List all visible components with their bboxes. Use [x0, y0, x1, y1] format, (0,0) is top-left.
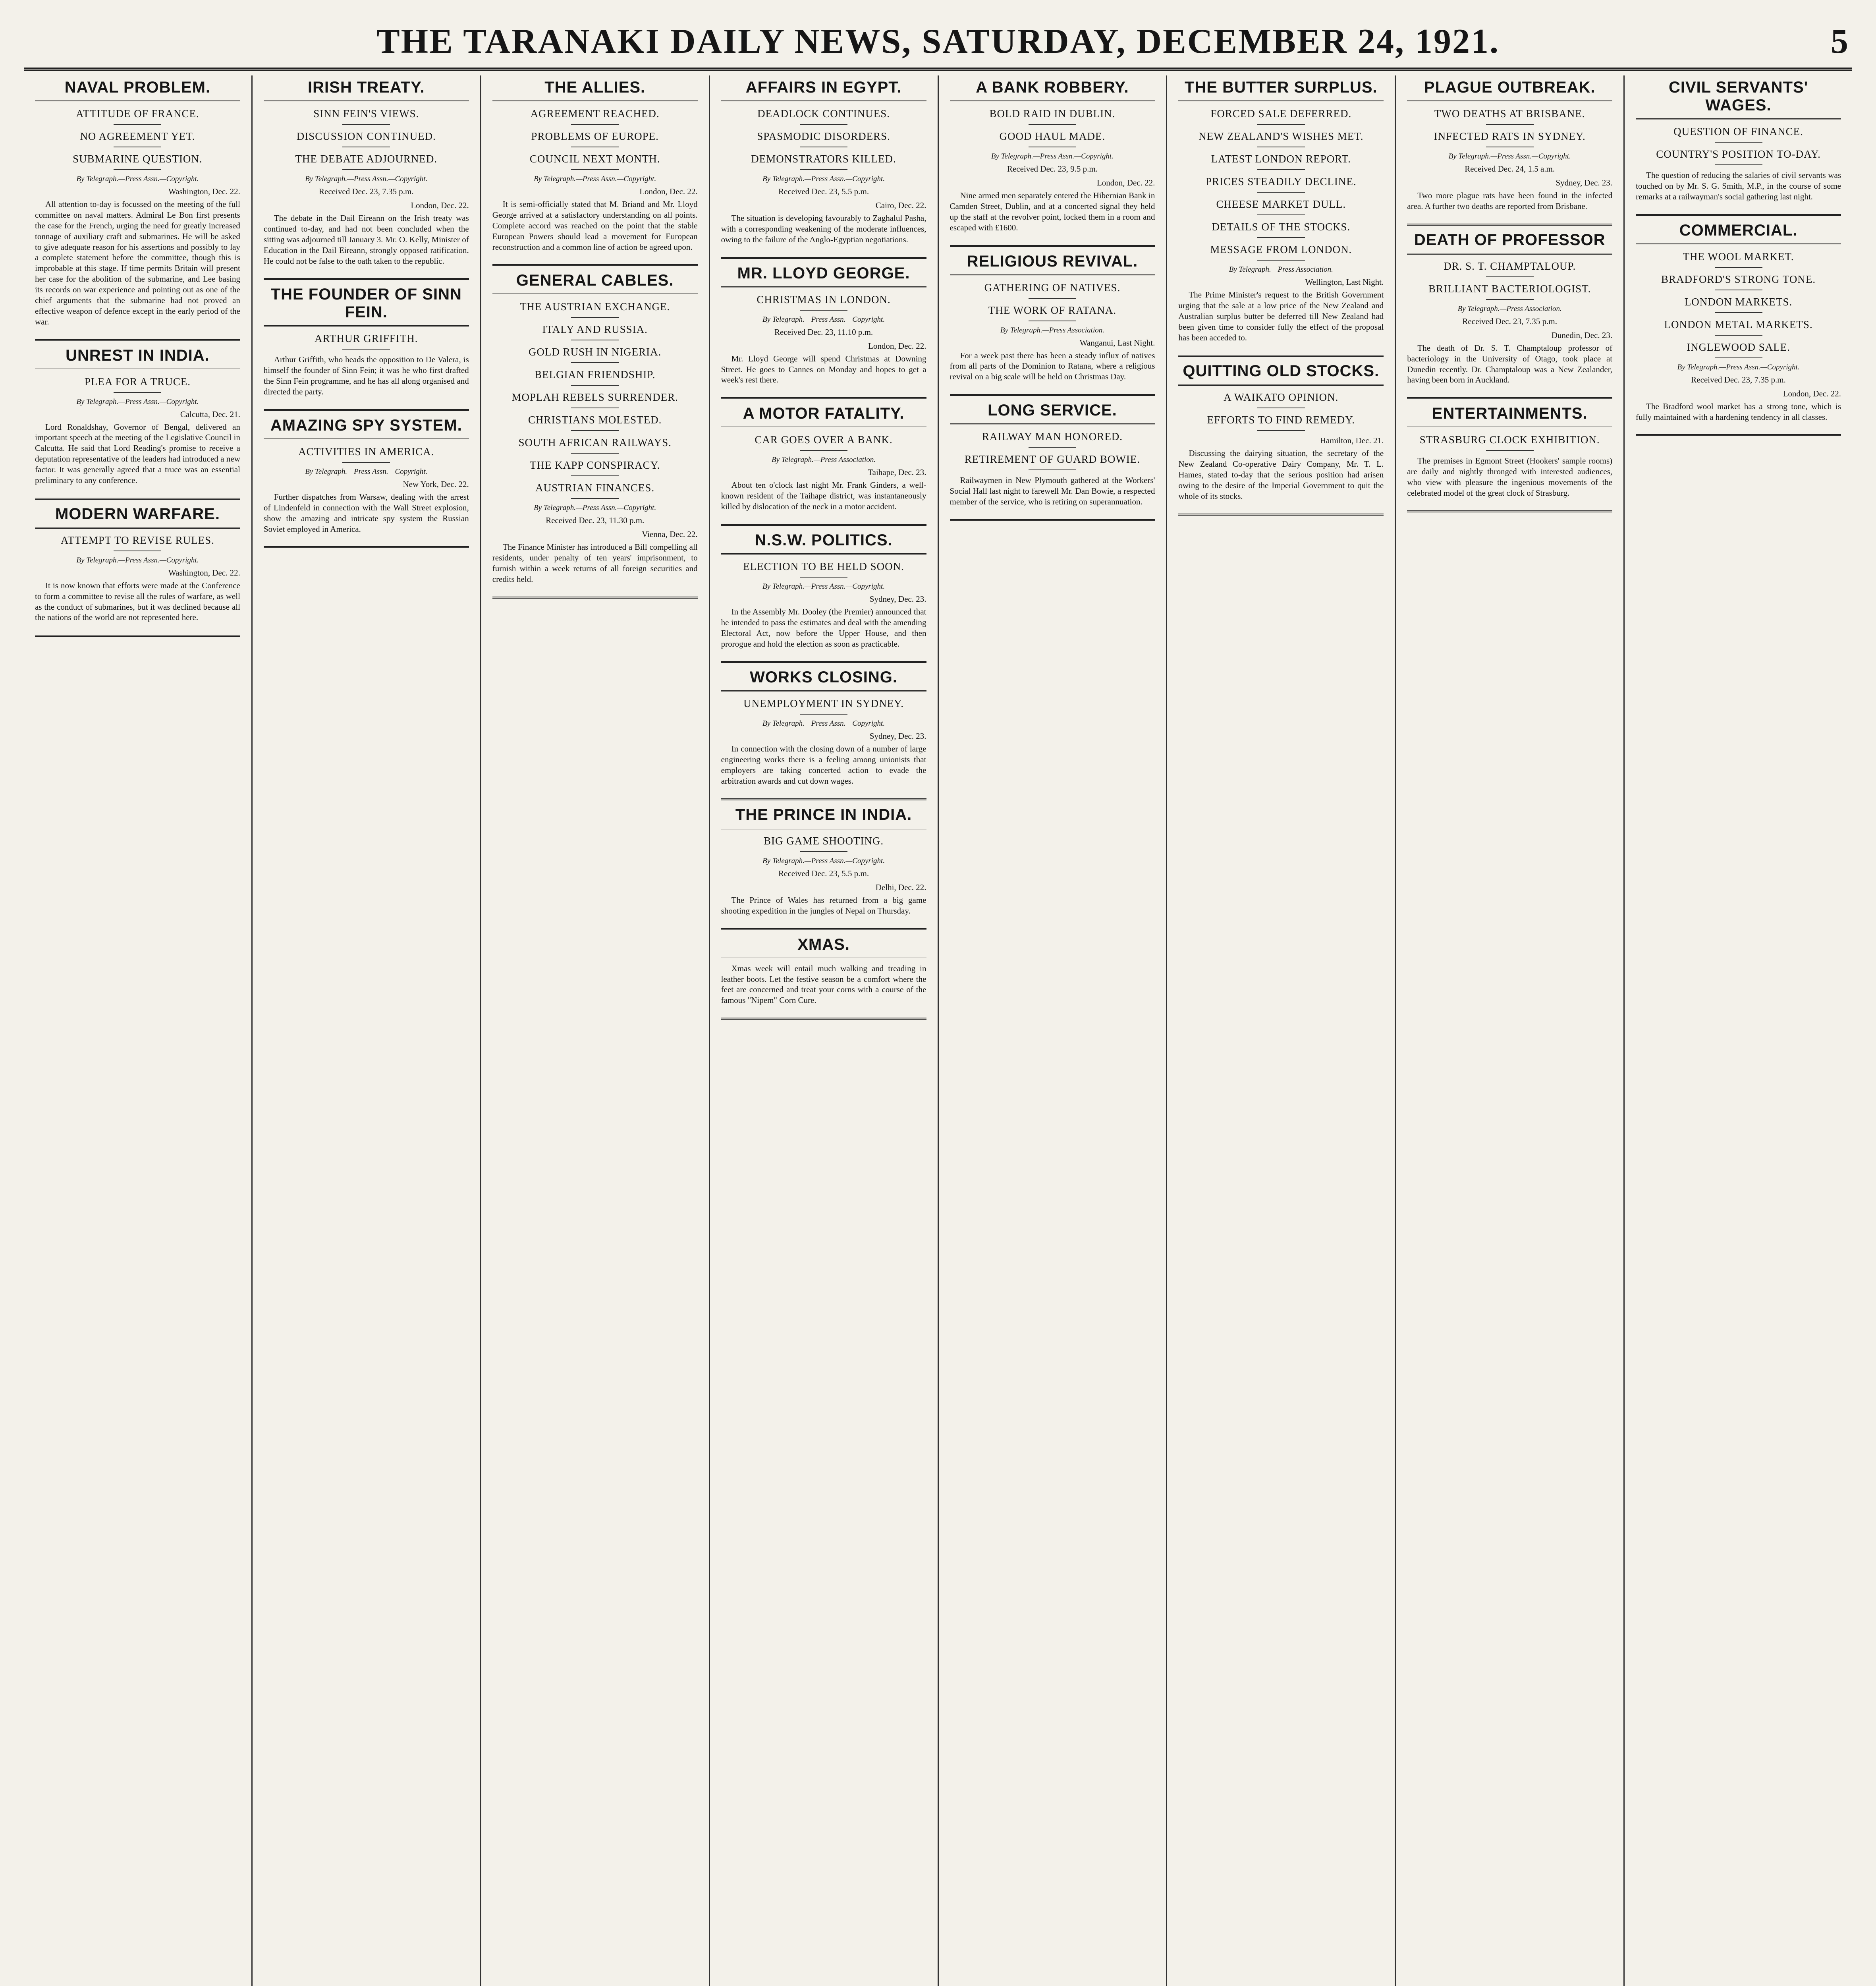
article-headline: DEATH OF PROFESSOR — [1407, 231, 1612, 255]
article-byline: By Telegraph.—Press Assn.—Copyright. — [305, 175, 428, 183]
article-body: In the Assembly Mr. Dooley (the Premier) announced that he intended to pass the estimates and deal with the amending Electoral Act, now before the Upper House, and then prorogue and hold the election as soon as practicable. — [721, 607, 926, 649]
column-5 — [939, 75, 1168, 1986]
article-subhead: GOLD RUSH IN NIGERIA. — [528, 346, 662, 358]
article-subhead: GATHERING OF NATIVES. — [984, 281, 1121, 294]
article-subhead: STRASBURG CLOCK EXHIBITION. — [1419, 434, 1600, 446]
article-subhead: QUESTION OF FINANCE. — [1673, 126, 1803, 137]
article-separator — [721, 397, 926, 399]
column-7 — [1396, 75, 1625, 1986]
subhead-divider — [1257, 169, 1305, 170]
article-body: The situation is developing favourably to Zaghalul Pasha, with a corresponding weakening of the moderate influences, owing to the failure of the Anglo-Egyptian negotiations. — [721, 213, 926, 244]
article-subhead: EFFORTS TO FIND REMEDY. — [1207, 414, 1355, 426]
article-separator — [1178, 514, 1384, 516]
article-subhead: NEW ZEALAND'S WISHES MET. — [1199, 130, 1364, 142]
article-subhead: LONDON METAL MARKETS. — [1664, 318, 1813, 330]
article-dateline: Delhi, Dec. 22. — [875, 882, 926, 892]
article-body: Nine armed men separately entered the Hibernian Bank in Camden Street, Dublin, and at a concerted signal they held up the staff at the revolver point, locked them in a room and escaped with £1600. — [950, 191, 1155, 232]
article-subhead: PLEA FOR A TRUCE. — [84, 375, 191, 388]
article-headline: GENERAL CABLES. — [492, 272, 698, 295]
article-headline: RELIGIOUS REVIVAL. — [950, 253, 1155, 276]
subhead-divider — [1715, 357, 1762, 358]
article-subhead: PROBLEMS OF EUROPE. — [531, 130, 659, 142]
article-subhead: DISCUSSION CONTINUED. — [296, 130, 436, 142]
article — [721, 265, 926, 386]
article-byline: By Telegraph.—Press Association. — [1229, 265, 1333, 274]
article-body: Further dispatches from Warsaw, dealing with the arrest of Lindenfeld in connection with the Wall Street explosion, show the amazing and intricate spy system the Russian Soviet employed in America. — [263, 492, 469, 534]
article-dateline: London, Dec. 22. — [1783, 388, 1841, 398]
article-subhead: LONDON MARKETS. — [1684, 296, 1793, 308]
article-body: For a week past there has been a steady influx of natives from all parts of the Dominion to Ratana, where a religious revival on a big scale will be held on Christmas Day. — [950, 350, 1155, 382]
subhead-divider — [1257, 430, 1305, 431]
article-body: The Finance Minister has introduced a Bill compelling all residents, under penalty of ten years' imprisonment, to furnish within a week returns of all foreign securities and credits held. — [492, 542, 698, 584]
article-headline: A MOTOR FATALITY. — [721, 405, 926, 428]
article-dateline: Hamilton, Dec. 21. — [1320, 436, 1384, 446]
subhead-divider — [1029, 447, 1076, 448]
subhead-divider — [1257, 124, 1305, 125]
article-dateline: Dunedin, Dec. 23. — [1551, 330, 1613, 340]
article-body: The premises in Egmont Street (Hookers' sample rooms) are daily and nightly thronged with interested audiences, who view with pleasure the ingenious movements of the celebrated model of the great clock of Strasburg. — [1407, 456, 1613, 498]
article-subhead: GOOD HAUL MADE. — [999, 130, 1106, 142]
article-dateline: London, Dec. 22. — [639, 187, 698, 196]
article — [1636, 79, 1841, 202]
article-byline: By Telegraph.—Press Assn.—Copyright. — [1448, 152, 1571, 160]
article — [264, 79, 469, 266]
article-subhead: BRADFORD'S STRONG TONE. — [1661, 273, 1816, 285]
article-subhead: A WAIKATO OPINION. — [1224, 391, 1339, 404]
newspaper-title: THE TARANAKI DAILY NEWS, SATURDAY, DECEMBER 24, 1921. — [376, 22, 1500, 61]
article-separator — [264, 409, 469, 411]
article-subhead: ATTEMPT TO REVISE RULES. — [60, 534, 214, 546]
article — [1407, 231, 1612, 386]
article-subhead: COUNCIL NEXT MONTH. — [529, 153, 660, 165]
article-subhead: TWO DEATHS AT BRISBANE. — [1434, 108, 1585, 120]
article-subhead: LATEST LONDON REPORT. — [1211, 153, 1351, 165]
column-8 — [1625, 75, 1852, 1986]
article — [264, 286, 469, 397]
article-subhead: THE KAPP CONSPIRACY. — [530, 459, 660, 471]
subhead-divider — [1715, 164, 1762, 165]
page-number: 5 — [1831, 22, 1848, 61]
subhead-divider — [1486, 450, 1534, 451]
subhead-divider — [1257, 260, 1305, 261]
article-separator — [1407, 224, 1612, 226]
article — [721, 806, 926, 916]
article-received: Received Dec. 23, 7.35 p.m. — [1691, 375, 1786, 384]
article-dateline: London, Dec. 22. — [868, 341, 926, 351]
subhead-divider — [800, 714, 847, 715]
article-separator — [1636, 214, 1841, 216]
subhead-divider — [800, 577, 847, 578]
article-separator — [264, 546, 469, 548]
article-subhead: BELGIAN FRIENDSHIP. — [535, 369, 656, 381]
article — [950, 402, 1155, 507]
article-subhead: CHEESE MARKET DULL. — [1216, 198, 1346, 210]
column-3 — [481, 75, 710, 1986]
article — [1178, 79, 1384, 343]
article-byline: By Telegraph.—Press Assn.—Copyright. — [534, 175, 656, 183]
article-body: The Prince of Wales has returned from a big game shooting expedition in the jungles of Nepal on Thursday. — [721, 895, 926, 916]
article-headline: N.S.W. POLITICS. — [721, 531, 926, 555]
article-subhead: SOUTH AFRICAN RAILWAYS. — [518, 437, 672, 449]
article-dateline: Wellington, Last Night. — [1305, 277, 1384, 287]
article-subhead: AGREEMENT REACHED. — [530, 108, 660, 120]
article-dateline: Sydney, Dec. 23. — [869, 594, 926, 604]
subhead-divider — [342, 124, 390, 125]
subhead-divider — [1486, 276, 1534, 277]
article-subhead: CHRISTIANS MOLESTED. — [528, 414, 662, 426]
article-subhead: AUSTRIAN FINANCES. — [535, 482, 655, 494]
subhead-divider — [800, 310, 847, 311]
article-dateline: Sydney, Dec. 23. — [1556, 178, 1613, 187]
article-subhead: SPASMODIC DISORDERS. — [757, 130, 890, 142]
article-byline: By Telegraph.—Press Assn.—Copyright. — [76, 397, 199, 406]
article-dateline: Cairo, Dec. 22. — [875, 201, 926, 210]
article-headline: PLAGUE OUTBREAK. — [1407, 79, 1612, 102]
subhead-divider — [114, 169, 161, 170]
article-separator — [950, 245, 1155, 247]
article-body: About ten o'clock last night Mr. Frank Ginders, a well-known resident of the Taihape district, was instantaneously killed by dislocation of the neck in a motor accident. — [721, 480, 926, 511]
article-subhead: BRILLIANT BACTERIOLOGIST. — [1428, 282, 1591, 295]
article-byline: By Telegraph.—Press Assn.—Copyright. — [1677, 363, 1800, 371]
newspaper-columns — [24, 75, 1852, 1986]
subhead-divider — [1715, 335, 1762, 336]
article-subhead: INGLEWOOD SALE. — [1687, 341, 1791, 353]
article-subhead: SINN FEIN'S VIEWS. — [313, 108, 419, 120]
article-separator — [1407, 510, 1612, 512]
article-byline: By Telegraph.—Press Association. — [1457, 304, 1562, 313]
article-separator — [721, 661, 926, 663]
article-body: Xmas week will entail much walking and treading in leather boots. Let the festive season be a comfort where the feet are concerned and treat your corns with a course of the famous "Nipem" Corn Cure. — [721, 963, 926, 1005]
article-body: The death of Dr. S. T. Champtaloup professor of bacteriology in the University of Otago, took place at Dunedin recently. Dr. Champtaloup was a New Zealander, having been born in Auckland. — [1407, 343, 1613, 385]
article — [721, 531, 926, 649]
article-subhead: DEMONSTRATORS KILLED. — [751, 153, 896, 165]
column-4 — [710, 75, 939, 1986]
article-subhead: THE WOOL MARKET. — [1683, 250, 1794, 263]
article-separator — [950, 519, 1155, 521]
subhead-divider — [342, 349, 390, 350]
article-headline: THE FOUNDER OF SINN FEIN. — [264, 286, 469, 327]
article-subhead: CHRISTMAS IN LONDON. — [757, 293, 891, 305]
article-received: Received Dec. 24, 1.5 a.m. — [1465, 164, 1555, 174]
subhead-divider — [571, 430, 619, 431]
article-subhead: BIG GAME SHOOTING. — [763, 835, 884, 847]
article-headline: QUITTING OLD STOCKS. — [1178, 362, 1384, 386]
article-separator — [35, 498, 240, 500]
article-received: Received Dec. 23, 7.35 p.m. — [1462, 316, 1557, 326]
article-separator — [35, 339, 240, 341]
article-subhead: RAILWAY MAN HONORED. — [982, 431, 1123, 443]
article-dateline: Wanganui, Last Night. — [1079, 338, 1155, 348]
article-subhead: UNEMPLOYMENT IN SYDNEY. — [743, 697, 904, 710]
article — [264, 417, 469, 535]
article-headline: COMMERCIAL. — [1636, 222, 1841, 245]
article-body: All attention to-day is focussed on the meeting of the full committee on naval matters. Admiral Le Bon first presents the case for the French, urging the need for greatly increased tonnage of auxiliary craft and submarines. He will be asked to give adequate reason for his assertions and possibly to lay a complete statement before the committee, though this is improbable at this stage. If time permits Britain will present her case for the abolition of the submarine, and Lee basing its records on war experience and pointing out as one of the chief arguments that the submarine had not proved an effective weapon of defence except in the early period of the war. — [35, 199, 240, 326]
article-subhead: MESSAGE FROM LONDON. — [1210, 243, 1352, 255]
subhead-divider — [571, 498, 619, 499]
article-dateline: London, Dec. 22. — [1096, 178, 1155, 187]
subhead-divider — [1715, 312, 1762, 313]
article-byline: By Telegraph.—Press Assn.—Copyright. — [76, 556, 199, 564]
article-dateline: New York, Dec. 22. — [403, 479, 469, 489]
article — [721, 668, 926, 786]
subhead-divider — [571, 317, 619, 318]
article-separator — [264, 278, 469, 280]
article-subhead: DEADLOCK CONTINUES. — [757, 108, 890, 120]
article-subhead: ACTIVITIES IN AMERICA. — [298, 445, 434, 458]
article-separator — [721, 798, 926, 800]
subhead-divider — [1257, 214, 1305, 215]
article-separator — [721, 524, 926, 526]
article-headline: THE ALLIES. — [492, 79, 698, 102]
article-subhead: ARTHUR GRIFFITH. — [315, 332, 418, 345]
subhead-divider — [1257, 192, 1305, 193]
article-body: The Prime Minister's request to the British Government urging that the sale at a low price of the New Zealand and Australian surplus butter be deferred till New Zealand had been given time to consider fully the effect of the proposal has been acceded to. — [1178, 290, 1384, 342]
subhead-divider — [1029, 298, 1076, 299]
article-dateline: London, Dec. 22. — [411, 201, 469, 210]
article-headline: AMAZING SPY SYSTEM. — [264, 417, 469, 440]
masthead — [24, 16, 1852, 71]
article-subhead: DETAILS OF THE STOCKS. — [1212, 221, 1351, 233]
article-byline: By Telegraph.—Press Assn.—Copyright. — [762, 582, 885, 591]
article-byline: By Telegraph.—Press Assn.—Copyright. — [762, 719, 885, 728]
article — [1407, 405, 1612, 498]
article-subhead: MOPLAH REBELS SURRENDER. — [511, 391, 678, 404]
subhead-divider — [1257, 237, 1305, 238]
article-received: Received Dec. 23, 7.35 p.m. — [319, 187, 414, 196]
article-separator — [492, 597, 698, 599]
article-body: Mr. Lloyd George will spend Christmas at Downing Street. He goes to Cannes on Monday and hopes to get a week's rest there. — [721, 354, 926, 385]
article-headline: MR. LLOYD GEORGE. — [721, 265, 926, 288]
article-body: Two more plague rats have been found in the infected area. A further two deaths are reported from Brisbane. — [1407, 191, 1613, 211]
article-subhead: INFECTED RATS IN SYDNEY. — [1434, 130, 1586, 142]
article-dateline: Vienna, Dec. 22. — [642, 529, 698, 539]
article-headline: NAVAL PROBLEM. — [35, 79, 240, 102]
column-2 — [253, 75, 481, 1986]
article-separator — [1178, 355, 1384, 357]
article-received: Received Dec. 23, 9.5 p.m. — [1007, 164, 1098, 174]
subhead-divider — [571, 475, 619, 476]
article — [1178, 362, 1384, 501]
subhead-divider — [800, 124, 847, 125]
article — [1407, 79, 1612, 212]
article-headline: UNREST IN INDIA. — [35, 347, 240, 370]
article — [721, 405, 926, 512]
article-received: Received Dec. 23, 5.5 p.m. — [778, 868, 869, 878]
article-byline: By Telegraph.—Press Association. — [1000, 326, 1104, 334]
subhead-divider — [342, 169, 390, 170]
article-headline: XMAS. — [721, 936, 926, 959]
article-separator — [35, 635, 240, 637]
article-subhead: BOLD RAID IN DUBLIN. — [989, 108, 1116, 120]
article — [492, 272, 698, 585]
article-body: It is semi-officially stated that M. Briand and Mr. Lloyd George arrived at a satisfactory understanding on all points. Complete accord was reached on the point that the stable European Powers should lead a movement for European reconstruction and a common line of action be agreed upon. — [492, 199, 698, 252]
article-headline: WORKS CLOSING. — [721, 668, 926, 692]
article-body: In connection with the closing down of a number of large engineering works there is a feeling among unionists that employers are taking concerted action to evade the arbitration awards and cut down wages. — [721, 744, 926, 786]
article-received: Received Dec. 23, 5.5 p.m. — [778, 187, 869, 196]
article-byline: By Telegraph.—Press Assn.—Copyright. — [762, 315, 885, 324]
subhead-divider — [1486, 124, 1534, 125]
article-received: Received Dec. 23, 11.30 p.m. — [546, 516, 645, 525]
article — [950, 253, 1155, 383]
article-headline: CIVIL SERVANTS' WAGES. — [1636, 79, 1841, 120]
article-separator — [721, 928, 926, 930]
article-separator — [721, 257, 926, 259]
article-subhead: SUBMARINE QUESTION. — [73, 153, 203, 165]
article-subhead: ELECTION TO BE HELD SOON. — [743, 560, 904, 572]
article-dateline: Washington, Dec. 22. — [168, 568, 240, 578]
article-subhead: THE DEBATE ADJOURNED. — [295, 153, 438, 165]
article-dateline: Calcutta, Dec. 21. — [180, 409, 240, 419]
article-headline: A BANK ROBBERY. — [950, 79, 1155, 102]
article-subhead: NO AGREEMENT YET. — [80, 130, 195, 142]
article-headline: ENTERTAINMENTS. — [1407, 405, 1612, 428]
subhead-divider — [114, 392, 161, 393]
article-byline: By Telegraph.—Press Association. — [771, 456, 876, 464]
subhead-divider — [800, 169, 847, 170]
subhead-divider — [114, 124, 161, 125]
article-headline: IRISH TREATY. — [264, 79, 469, 102]
article-subhead: ITALY AND RUSSIA. — [542, 323, 648, 336]
article-body: The debate in the Dail Eireann on the Irish treaty was continued to-day, and had not been concluded when the sitting was adjourned till January 3. Mr. O. Kelly, Minister of Education in the Dail Eireann, strongly opposed ratification. He could not be false to the oath taken to the republic. — [263, 213, 469, 266]
article — [35, 505, 240, 623]
article — [492, 79, 698, 252]
article-byline: By Telegraph.—Press Assn.—Copyright. — [76, 175, 199, 183]
subhead-divider — [1029, 124, 1076, 125]
article-byline: By Telegraph.—Press Assn.—Copyright. — [762, 856, 885, 865]
article-byline: By Telegraph.—Press Assn.—Copyright. — [534, 504, 656, 512]
article-subhead: THE WORK OF RATANA. — [988, 304, 1117, 316]
subhead-divider — [571, 124, 619, 125]
article-dateline: Taihape, Dec. 23. — [868, 468, 926, 477]
subhead-divider — [571, 362, 619, 363]
article-body: The Bradford wool market has a strong tone, which is fully maintained with a hardening tendency in all classes. — [1636, 401, 1841, 422]
subhead-divider — [800, 851, 847, 852]
article-subhead: CAR GOES OVER A BANK. — [755, 434, 893, 446]
article-byline: By Telegraph.—Press Assn.—Copyright. — [305, 467, 428, 476]
article-headline: THE BUTTER SURPLUS. — [1178, 79, 1384, 102]
subhead-divider — [1715, 267, 1762, 268]
article — [721, 936, 926, 1006]
article-headline: THE PRINCE IN INDIA. — [721, 806, 926, 829]
article-headline: MODERN WARFARE. — [35, 505, 240, 529]
article-received: Received Dec. 23, 11.10 p.m. — [774, 327, 873, 337]
article — [35, 79, 240, 327]
article-byline: By Telegraph.—Press Assn.—Copyright. — [991, 152, 1114, 160]
article-subhead: FORCED SALE DEFERRED. — [1210, 108, 1352, 120]
column-1 — [24, 75, 253, 1986]
subhead-divider — [571, 385, 619, 386]
article-separator — [721, 1018, 926, 1020]
article-dateline: Washington, Dec. 22. — [168, 187, 240, 196]
article-separator — [950, 394, 1155, 396]
article-body: The question of reducing the salaries of civil servants was touched on by Mr. S. G. Smith, M.P., in the course of some remarks at a railwayman's social gathering last night. — [1636, 170, 1841, 201]
article-subhead: ATTITUDE OF FRANCE. — [76, 108, 199, 120]
article-headline: LONG SERVICE. — [950, 402, 1155, 425]
article — [35, 347, 240, 486]
article-byline: By Telegraph.—Press Assn.—Copyright. — [762, 175, 885, 183]
subhead-divider — [1486, 299, 1534, 300]
article — [721, 79, 926, 245]
article-body: Railwaymen in New Plymouth gathered at the Workers' Social Hall last night to farewell Mr. Dan Bowie, a respected member of the service, who is retiring on superannuation. — [950, 475, 1155, 506]
article-subhead: DR. S. T. CHAMPTALOUP. — [1444, 260, 1576, 272]
subhead-divider — [571, 453, 619, 454]
article-body: Lord Ronaldshay, Governor of Bengal, delivered an important speech at the meeting of the Legislative Council in Calcutta. He said that Lord Reading's promise to receive a deputation representative of the leaders had introduced a new factor. It was generally agreed that a truce was an essential preliminary to any conference. — [35, 422, 240, 485]
column-6 — [1167, 75, 1396, 1986]
subhead-divider — [571, 169, 619, 170]
article-body: Arthur Griffith, who heads the opposition to De Valera, is himself the founder of Sinn Fein; it was he who first drafted the Sinn Fein programme, and he has all along organised and directed the party. — [263, 355, 469, 396]
article-separator — [1636, 434, 1841, 436]
article-dateline: Sydney, Dec. 23. — [869, 731, 926, 741]
article-headline: AFFAIRS IN EGYPT. — [721, 79, 926, 102]
article — [1636, 222, 1841, 423]
article-subhead: THE AUSTRIAN EXCHANGE. — [520, 301, 670, 313]
subhead-divider — [800, 450, 847, 451]
article-subhead: PRICES STEADILY DECLINE. — [1206, 176, 1357, 187]
subhead-divider — [1029, 469, 1076, 470]
article-separator — [492, 264, 698, 266]
subhead-divider — [1715, 142, 1762, 143]
article-separator — [1407, 397, 1612, 399]
article-body: Discussing the dairying situation, the secretary of the New Zealand Co-operative Dairy Company, Mr. T. L. Hames, stated to-day that the serious position had arisen owing to the desire of the Imperial Government to quit the whole of its stocks. — [1178, 448, 1384, 501]
article — [950, 79, 1155, 233]
article-body: It is now known that efforts were made at the Conference to form a committee to revise all the rules of warfare, as well as the conduct of submarines, but it was declined because all the nations of the world are not represented here. — [35, 580, 240, 622]
article-subhead: RETIREMENT OF GUARD BOWIE. — [964, 453, 1141, 466]
article-subhead: COUNTRY'S POSITION TO-DAY. — [1656, 148, 1821, 160]
subhead-divider — [342, 462, 390, 463]
